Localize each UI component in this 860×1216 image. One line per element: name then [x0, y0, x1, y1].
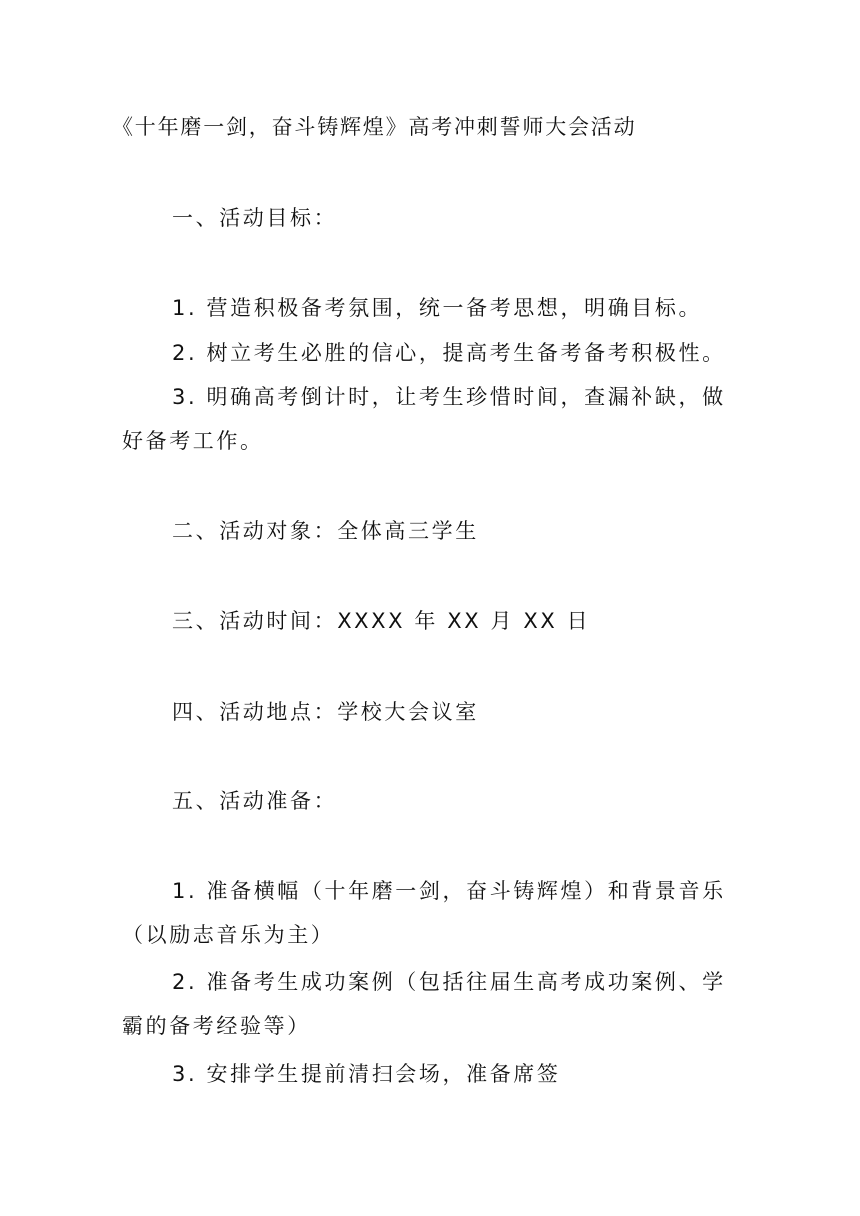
section-5-item-2: 2. 准备考生成功案例（包括往届生高考成功案例、学霸的备考经验等） — [122, 970, 726, 1038]
section-5-item-3: 3. 安排学生提前清扫会场，准备席签 — [172, 1062, 561, 1086]
section-1-item-3: 3. 明确高考倒计时，让考生珍惜时间，查漏补缺，做好备考工作。 — [122, 385, 726, 453]
section-4-location: 四、活动地点：学校大会议室 — [172, 700, 479, 724]
section-5-heading: 五、活动准备： — [172, 789, 338, 813]
document-title: 《十年磨一剑，奋斗铸辉煌》高考冲刺誓师大会活动 — [112, 115, 637, 139]
section-1-item-1: 1. 营造积极备考氛围，统一备考思想，明确目标。 — [172, 296, 703, 320]
section-1-item-2: 2. 树立考生必胜的信心，提高考生备考备考积极性。 — [172, 341, 726, 365]
section-5-item-1: 1. 准备横幅（十年磨一剑，奋斗铸辉煌）和背景音乐（以励志音乐为主） — [122, 879, 726, 947]
section-1-heading: 一、活动目标： — [172, 206, 338, 230]
section-3-time: 三、活动时间：XXXX 年 XX 月 XX 日 — [172, 609, 591, 633]
section-2-target: 二、活动对象：全体高三学生 — [172, 519, 479, 543]
